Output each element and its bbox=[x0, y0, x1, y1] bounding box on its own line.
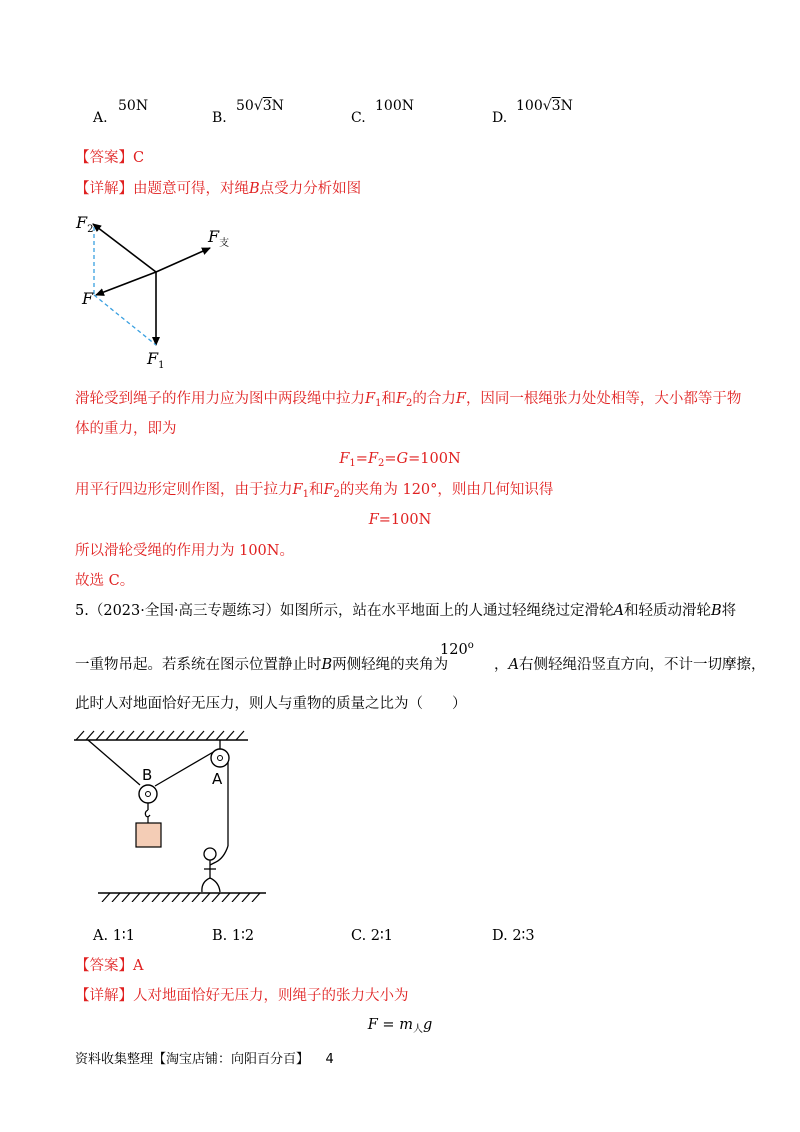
q5-option-a bbox=[93, 926, 135, 946]
detail-text: 点受力分析如图 bbox=[259, 181, 362, 197]
answer-tag: 【答案】 bbox=[75, 150, 133, 166]
option-value: 50N bbox=[118, 98, 149, 114]
var-b: B bbox=[321, 657, 333, 673]
sym-f: F bbox=[367, 1017, 378, 1033]
q4-answer bbox=[75, 148, 144, 168]
text: ，因同一根绳张力处处相等，大小都等于物 bbox=[465, 391, 742, 407]
sqrt-symbol: √ bbox=[542, 98, 552, 114]
sub: 2 bbox=[333, 489, 340, 500]
text: ， bbox=[494, 657, 509, 673]
pulley-b bbox=[139, 785, 157, 803]
q4-para1-line1 bbox=[75, 389, 741, 409]
sym-g: g bbox=[422, 1017, 433, 1033]
option-letter: A. bbox=[93, 928, 109, 944]
rope-left bbox=[88, 740, 140, 785]
option-b-value bbox=[236, 96, 284, 116]
option-a bbox=[93, 108, 108, 128]
option-letter: C. bbox=[351, 110, 366, 126]
footer-text: 资料收集整理【淘宝店铺：向阳百分百】 bbox=[75, 1052, 310, 1067]
sym-f: F bbox=[395, 391, 406, 407]
option-letter: A. bbox=[93, 110, 108, 126]
q5-option-d bbox=[492, 926, 535, 946]
detail-tag: 【详解】 bbox=[75, 988, 133, 1004]
var-a: A bbox=[613, 603, 624, 619]
ceiling-hatch bbox=[76, 731, 244, 740]
eq-tail: =100N bbox=[378, 512, 432, 528]
text: 右侧轻绳沿竖直方向，不计一切摩擦， bbox=[518, 657, 766, 673]
degree-mark: o bbox=[467, 640, 474, 651]
sub: 2 bbox=[406, 398, 413, 409]
answer-value: A bbox=[133, 958, 144, 974]
q4-para4 bbox=[75, 571, 134, 591]
sym-f: F bbox=[367, 451, 378, 467]
force-diagram bbox=[70, 206, 250, 374]
label-f1: $F_1$ bbox=[147, 349, 165, 371]
page-number: 4 bbox=[325, 1052, 334, 1067]
sym-f: F bbox=[455, 391, 466, 407]
var-b: B bbox=[710, 603, 722, 619]
label-a: A bbox=[212, 770, 223, 788]
option-letter: B. bbox=[212, 928, 228, 944]
q5-equation bbox=[0, 1015, 800, 1035]
text: 两侧轻绳的夹角为 bbox=[332, 657, 449, 673]
pulley-a bbox=[211, 749, 229, 767]
option-value: 1∶1 bbox=[112, 928, 135, 944]
hook bbox=[145, 810, 150, 817]
ground-hatch bbox=[102, 893, 260, 902]
equation-1 bbox=[0, 449, 800, 469]
label-b: B bbox=[142, 766, 153, 784]
q4-para2 bbox=[75, 480, 553, 500]
text: 体的重力，即为 bbox=[75, 421, 177, 437]
footer bbox=[75, 1048, 334, 1067]
text: 用平行四边形定则作图，由于拉力 bbox=[75, 482, 293, 498]
sub: 1 bbox=[302, 489, 309, 500]
sub: 人 bbox=[412, 1024, 423, 1035]
q5-option-b bbox=[212, 926, 254, 946]
equation-2 bbox=[0, 510, 800, 530]
q4-para1-line2 bbox=[75, 419, 177, 439]
q5-answer bbox=[75, 956, 143, 976]
angle-value: 120 bbox=[440, 642, 468, 658]
option-d bbox=[492, 108, 507, 128]
option-value: 100N bbox=[375, 98, 414, 114]
sym-f: F bbox=[365, 391, 376, 407]
answer-value: C bbox=[133, 150, 145, 166]
question-number: 5. bbox=[75, 603, 89, 619]
text: 的夹角为 120°，则由几何知识得 bbox=[339, 482, 554, 498]
option-unit: N bbox=[271, 98, 284, 114]
eq-sign: = bbox=[355, 451, 368, 467]
option-coef: 50 bbox=[236, 98, 254, 114]
label-f2: $F_2$ bbox=[76, 213, 94, 235]
rope-middle bbox=[155, 751, 215, 786]
text: 故选 C。 bbox=[75, 573, 135, 589]
dashed-line bbox=[94, 295, 156, 345]
option-letter: C. bbox=[351, 928, 367, 944]
sym-f: F bbox=[292, 482, 303, 498]
option-a-value bbox=[118, 96, 148, 116]
arrow-f2 bbox=[93, 224, 156, 272]
option-coef: 100 bbox=[516, 98, 543, 114]
q4-detail-intro bbox=[75, 179, 361, 199]
q5-detail bbox=[75, 986, 409, 1006]
q5-line1 bbox=[75, 601, 736, 621]
detail-tag: 【详解】 bbox=[75, 181, 133, 197]
text: 所以滑轮受绳的作用力为 100N。 bbox=[75, 543, 294, 559]
label-fzhi: $F_支$ bbox=[208, 227, 230, 249]
sym-f: F bbox=[368, 512, 379, 528]
eq-tail: =100N bbox=[408, 451, 461, 467]
text: 和 bbox=[381, 391, 396, 407]
option-letter: D. bbox=[492, 110, 508, 126]
var-a: A bbox=[508, 657, 519, 673]
eq-sign: = bbox=[382, 1017, 395, 1033]
text: 滑轮受到绳子的作用力应为图中两段绳中拉力 bbox=[75, 391, 365, 407]
person bbox=[202, 848, 220, 892]
option-letter: B. bbox=[212, 110, 227, 126]
text: 一重物吊起。若系统在图示位置静止时 bbox=[75, 657, 322, 673]
q5-line2 bbox=[75, 655, 448, 675]
sym-m: m bbox=[399, 1017, 413, 1033]
eq-sign: = bbox=[384, 451, 397, 467]
sub: 1 bbox=[349, 458, 356, 469]
option-letter: D. bbox=[492, 928, 508, 944]
sub: 2 bbox=[378, 458, 385, 469]
q4-para3 bbox=[75, 541, 294, 561]
pulley-diagram bbox=[70, 728, 280, 902]
option-b bbox=[212, 108, 227, 128]
var-b: B bbox=[249, 181, 260, 197]
rope-hand bbox=[216, 846, 228, 862]
option-radicand: 3 bbox=[551, 98, 561, 114]
text: 将 bbox=[721, 603, 737, 619]
detail-text: 人对地面恰好无压力，则绳子的张力大小为 bbox=[133, 988, 409, 1004]
text: 此时人对地面恰好无压力，则人与重物的质量之比为（ ） bbox=[75, 696, 467, 712]
q5-angle bbox=[440, 640, 474, 660]
q5-option-c bbox=[351, 926, 393, 946]
arrow-fzhi bbox=[156, 248, 210, 272]
option-value: 1∶2 bbox=[231, 928, 255, 944]
detail-text: 由题意可得，对绳 bbox=[133, 181, 249, 197]
sym-f: F bbox=[323, 482, 334, 498]
answer-tag: 【答案】 bbox=[75, 958, 133, 974]
arrow-f bbox=[96, 272, 156, 295]
q5-line2-tail bbox=[494, 655, 765, 675]
sqrt-symbol: √ bbox=[253, 98, 263, 114]
sym-g: G bbox=[396, 451, 409, 467]
question-source: （2023·全国·高三专题练习） bbox=[88, 603, 280, 619]
option-c bbox=[351, 108, 366, 128]
option-c-value bbox=[375, 96, 414, 116]
option-unit: N bbox=[560, 98, 573, 114]
text: 和 bbox=[308, 482, 324, 498]
sym-f: F bbox=[339, 451, 350, 467]
text: 和轻质动滑轮 bbox=[623, 603, 711, 619]
option-value: 2∶1 bbox=[370, 928, 394, 944]
sub: 1 bbox=[375, 398, 382, 409]
weight-box bbox=[136, 823, 161, 847]
label-f: F bbox=[82, 289, 94, 308]
text: 如图所示，站在水平地面上的人通过轻绳绕过定滑轮 bbox=[279, 603, 614, 619]
option-d-value bbox=[516, 96, 573, 116]
text: 的合力 bbox=[412, 391, 456, 407]
q5-line3 bbox=[75, 694, 467, 714]
option-value: 2∶3 bbox=[512, 928, 535, 944]
option-radicand: 3 bbox=[262, 98, 272, 114]
